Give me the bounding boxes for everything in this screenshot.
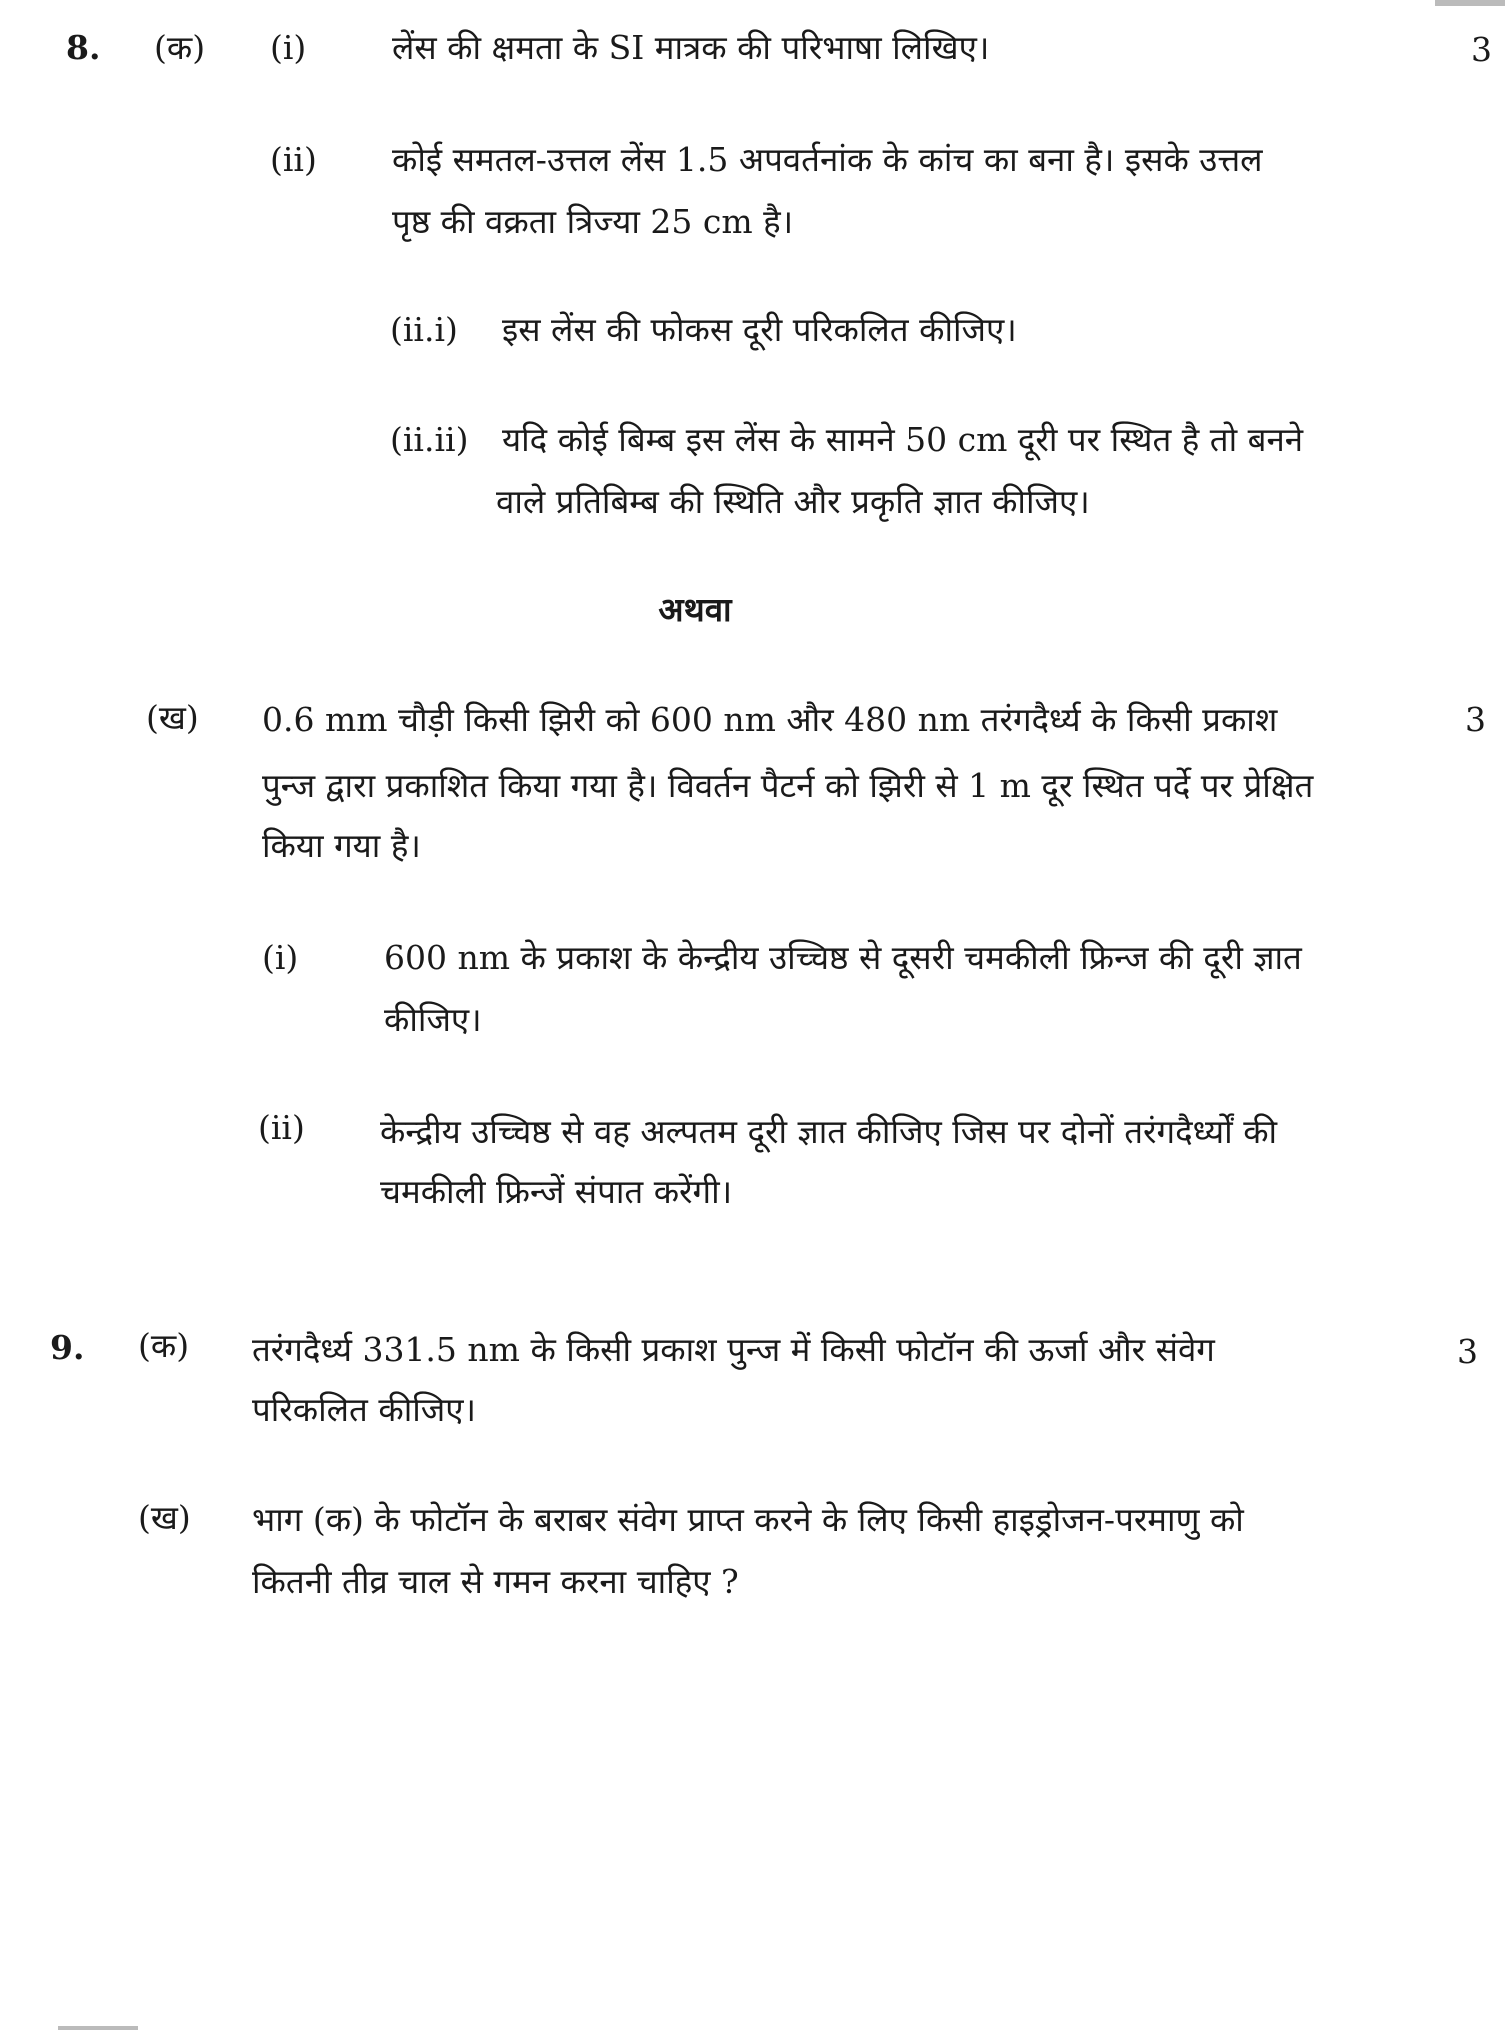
q8-b-ii-line1: केन्द्रीय उच्चिष्ठ से वह अल्पतम दूरी ज्ञात कीजिए जिस पर दोनों तरंगदैर्ध्यों की bbox=[380, 1112, 1278, 1151]
q8-a-ii-line1: कोई समतल-उत्तल लेंस 1.5 अपवर्तनांक के कांच का बना है। इसके उत्तल bbox=[392, 140, 1263, 179]
or-heading: अथवा bbox=[658, 590, 732, 629]
q8-a-i-label: (i) bbox=[270, 28, 307, 67]
q9-a-line2: परिकलित कीजिए। bbox=[252, 1390, 477, 1429]
q8-part-b-label: (ख) bbox=[146, 698, 199, 737]
q9-b-line1: भाग (क) के फोटॉन के बराबर संवेग प्राप्त करने के लिए किसी हाइड्रोजन-परमाणु को bbox=[252, 1500, 1244, 1539]
q8-a-ii-ii-label: (ii.ii) bbox=[390, 420, 469, 459]
question-9-number: 9. bbox=[50, 1328, 85, 1367]
q8-b-i-label: (i) bbox=[262, 938, 299, 977]
q8-b-ii-line2: चमकीली फ्रिन्जें संपात करेंगी। bbox=[380, 1172, 733, 1211]
q8-b-ii-label: (ii) bbox=[258, 1108, 305, 1147]
q8-a-marks: 3 bbox=[1471, 30, 1492, 69]
q8-a-ii-ii-line2: वाले प्रतिबिम्ब की स्थिति और प्रकृति ज्ञात कीजिए। bbox=[496, 482, 1090, 521]
q8-a-ii-ii-line1: यदि कोई बिम्ब इस लेंस के सामने 50 cm दूरी पर स्थित है तो बनने bbox=[502, 420, 1304, 459]
q8-a-ii-line2: पृष्ठ की वक्रता त्रिज्या 25 cm है। bbox=[392, 202, 794, 241]
q8-a-i-text: लेंस की क्षमता के SI मात्रक की परिभाषा लिखिए। bbox=[392, 28, 990, 67]
q9-part-b-label: (ख) bbox=[138, 1498, 191, 1537]
q8-b-i-line1: 600 nm के प्रकाश के केन्द्रीय उच्चिष्ठ से दूसरी चमकीली फ्रिन्ज की दूरी ज्ञात bbox=[384, 938, 1302, 977]
q8-b-i-line2: कीजिए। bbox=[384, 1000, 482, 1039]
q8-b-line2: पुन्ज द्वारा प्रकाशित किया गया है। विवर्तन पैटर्न को झिरी से 1 m दूर स्थित पर्दे पर प्रेक्षित bbox=[262, 766, 1314, 805]
question-8-number: 8. bbox=[66, 28, 101, 67]
scan-bottom-mark bbox=[58, 2026, 138, 2030]
q8-a-ii-i-text: इस लेंस की फोकस दूरी परिकलित कीजिए। bbox=[502, 310, 1017, 349]
q8-b-line1: 0.6 mm चौड़ी किसी झिरी को 600 nm और 480 nm तरंगदैर्ध्य के किसी प्रकाश bbox=[262, 700, 1278, 739]
q8-b-marks: 3 bbox=[1465, 700, 1486, 739]
scan-corner-mark bbox=[1435, 0, 1505, 6]
q8-a-ii-i-label: (ii.i) bbox=[390, 310, 458, 349]
q9-part-a-label: (क) bbox=[138, 1326, 190, 1365]
q9-a-marks: 3 bbox=[1457, 1332, 1478, 1371]
q9-b-line2: कितनी तीव्र चाल से गमन करना चाहिए ? bbox=[252, 1562, 739, 1601]
q8-b-line3: किया गया है। bbox=[262, 826, 421, 865]
q8-part-a-label: (क) bbox=[154, 28, 206, 67]
q9-a-line1: तरंगदैर्ध्य 331.5 nm के किसी प्रकाश पुन्ज में किसी फोटॉन की ऊर्जा और संवेग bbox=[252, 1330, 1215, 1369]
q8-a-ii-label: (ii) bbox=[270, 140, 317, 179]
